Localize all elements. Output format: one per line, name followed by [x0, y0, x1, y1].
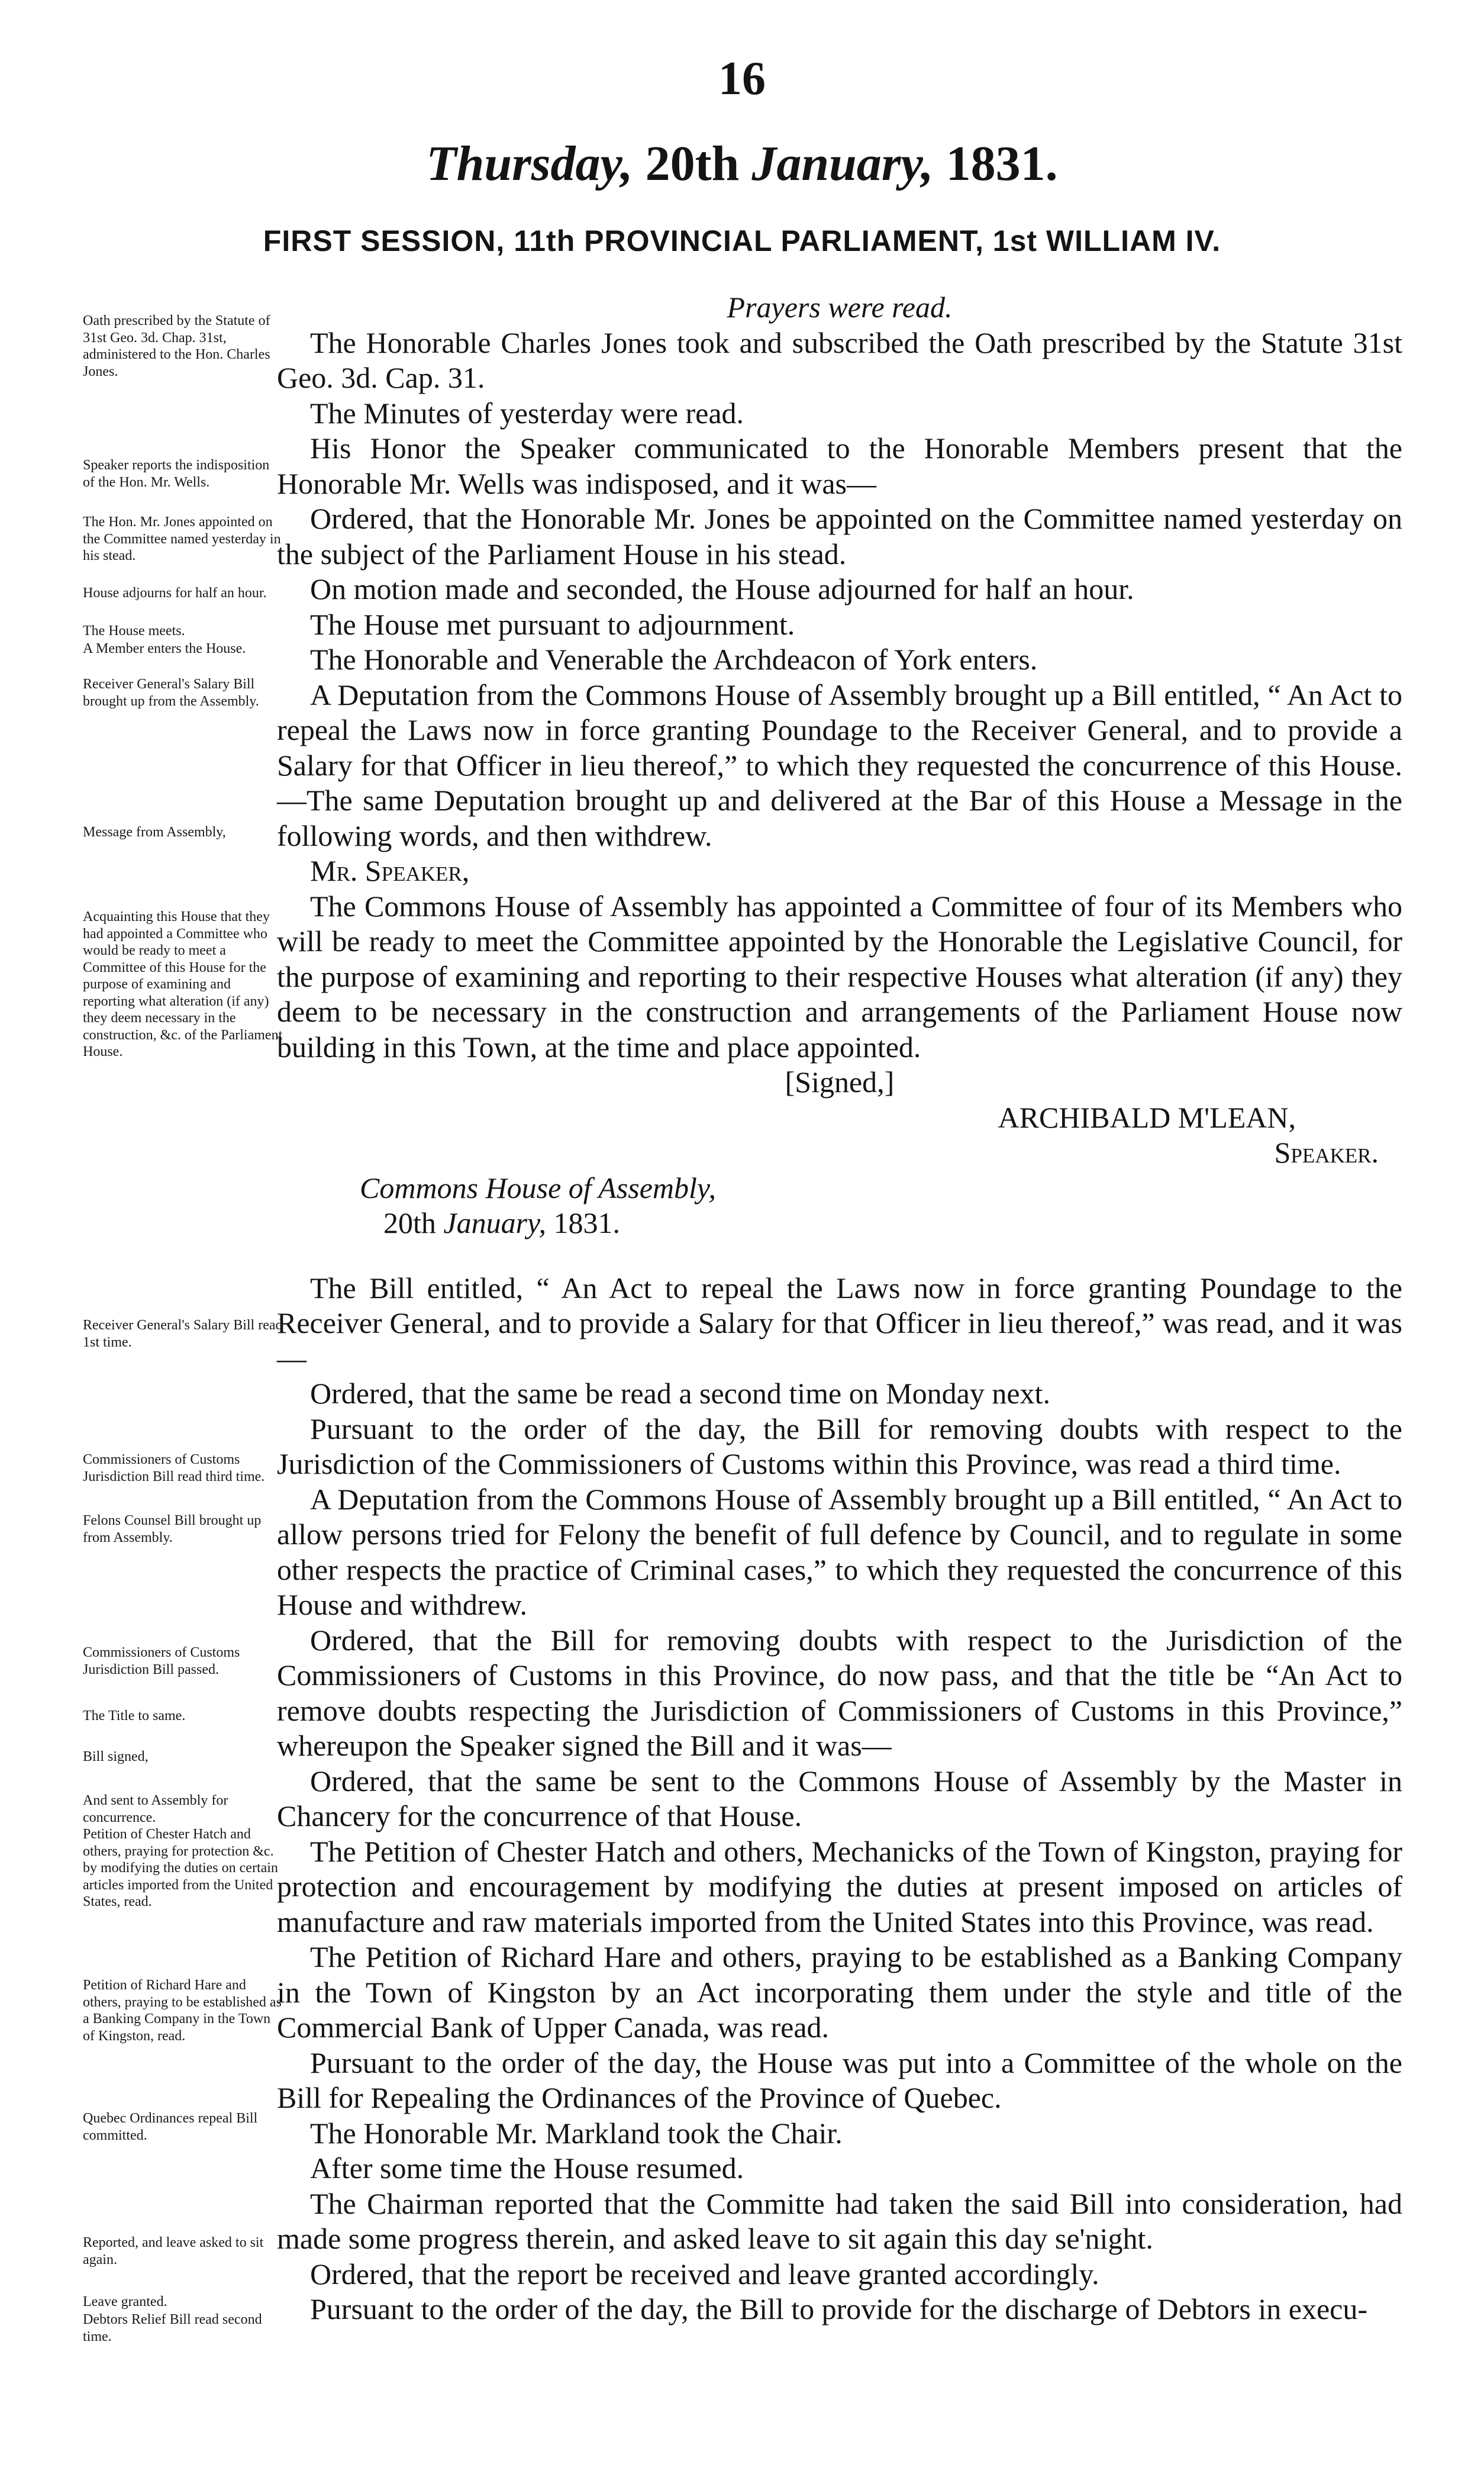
page-number: 16 [718, 53, 766, 105]
margin-note: A Member enters the House. [83, 641, 246, 656]
paragraph: Ordered, that the same be read a second time on Monday next. [310, 1377, 1050, 1410]
margin-note: Receiver General's Salary Bill read 1st time. [83, 1318, 283, 1350]
signer-name: ARCHIBALD M'LEAN, [998, 1100, 1296, 1134]
session-heading: FIRST SESSION, 11th PROVINCIAL PARLIAMENT, 1st WILLIAM IV. [263, 224, 1221, 257]
margin-note: Commissioners of Customs Jurisdiction Bill passed. [83, 1645, 240, 1677]
paragraph: His Honor the Speaker communicated to the Honorable Members present that the Honorable Mr. Wells was indisposed, and it was— [277, 431, 1402, 500]
paragraph: Pursuant to the order of the day, the House was put into a Committee of the whole on the Bill for Repealing the Ordinances of the Province of Quebec. [277, 2046, 1402, 2114]
margin-note: The House meets. [83, 623, 185, 639]
date-month: January, [751, 136, 934, 191]
place-month: January, [443, 1206, 546, 1239]
place-name: Commons House of Assembly, [360, 1171, 716, 1204]
margin-note: The Hon. Mr. Jones appointed on the Committee named yesterday in his stead. [83, 514, 281, 563]
paragraph: Pursuant to the order of the day, the Bill to provide for the discharge of Debtors in execu- [310, 2292, 1368, 2326]
paragraph: A Deputation from the Commons House of Assembly brought up a Bill entitled, “ An Act to repeal the Laws now in force granting Poundage to the Receiver General, and to provide a Salary for that Officer in lieu thereof,” to which they requested the concurrence of this House.—The same Deputation brought up and delivered at the Bar of this House a Message in the following words, and then withdrew. [277, 678, 1402, 852]
paragraph: After some time the House resumed. [310, 2152, 744, 2185]
margin-note: House adjourns for half an hour. [83, 585, 267, 601]
paragraph: A Deputation from the Commons House of Assembly brought up a Bill entitled, “ An Act to allow persons tried for Felony the benefit of full defence by Council, and to regulate in some other respects the practice of Criminal cases,” to which they requested the concurrence of this House and withdrew. [277, 1482, 1402, 1621]
paragraph: The Honorable and Venerable the Archdeacon of York enters. [310, 643, 1038, 676]
margin-note: Oath prescribed by the Statute of 31st Geo. 3d. Chap. 31st, administered to the Hon. Charles Jones. [83, 313, 270, 379]
place-date: 20th [383, 1206, 436, 1239]
margin-note: Debtors Relief Bill read second time. [83, 2312, 262, 2344]
paragraph: The Honorable Charles Jones took and subscribed the Oath prescribed by the Statute 31st Geo. 3d. Cap. 31. [277, 326, 1402, 394]
place-line [277, 1171, 1402, 1206]
prayers-line: Prayers were read. [727, 291, 953, 324]
paragraph: The House met pursuant to adjournment. [310, 607, 795, 641]
paragraph: Ordered, that the same be sent to the Commons House of Assembly by the Master in Chancery for the concurrence of that House. [277, 1764, 1402, 1832]
margin-note: Message from Assembly, [83, 824, 226, 840]
paragraph: The Petition of Chester Hatch and others, Mechanicks of the Town of Kingston, praying for protection and encouragement by modifying the duties at present imposed on articles of manufacture and raw materials imported from the United States into this Province, was read. [277, 1834, 1402, 1938]
main-text [277, 290, 1402, 2327]
margin-note: Leave granted. [83, 2294, 167, 2310]
paragraph: The Bill entitled, “ An Act to repeal the Laws now in force granting Poundage to the Receiver General, and to provide a Salary for that Officer in lieu thereof,” was read, and it was— [277, 1271, 1402, 1375]
signer-title: Speaker. [1274, 1136, 1379, 1169]
date-day-number: 20th [645, 136, 740, 191]
paragraph: The Petition of Richard Hare and others, praying to be established as a Banking Company in the Town of Kingston by an Act incorporating them under the style and title of the Commercial Bank of Upper Canada, was read. [277, 1940, 1402, 2044]
signed-line: [Signed,] [785, 1065, 895, 1099]
margin-note: Felons Counsel Bill brought up from Assembly. [83, 1513, 262, 1545]
margin-note: Petition of Richard Hare and others, praying to be established as a Banking Company in the Town of Kingston, read. [83, 1977, 282, 2044]
salutation: Mr. Speaker, [310, 854, 470, 887]
place-year: 1831. [553, 1206, 620, 1239]
paragraph: Ordered, that the Bill for removing doubts with respect to the Jurisdiction of the Commissioners of Customs in this Province, do now pass, and that the title be “An Act to remove doubts respecting the Jurisdiction of Commissioners of Customs in this Province,” whereupon the Speaker signed the Bill and it was— [277, 1623, 1402, 1762]
paragraph: The Commons House of Assembly has appointed a Committee of four of its Members who will be ready to meet the Committee appointed by the Honorable the Legislative Council, for the purpose of examining and reporting to their respective Houses what alteration (if any) they deem to be necessary in the construction and arrangements of the Parliament House now building in this Town, at the time and place appointed. [277, 889, 1402, 1064]
margin-note: Bill signed, [83, 1749, 149, 1764]
paragraph: Ordered, that the report be received and leave granted accordingly. [310, 2257, 1099, 2291]
paragraph: Ordered, that the Honorable Mr. Jones be appointed on the Committee named yesterday on the subject of the Parliament House in his stead. [277, 502, 1402, 571]
margin-note: Acquainting this House that they had appointed a Committee who would be ready to meet a Committee of this House for the purpose of examining and reporting what alteration (if any) they deem necessary in the construction, &c. of the Parliament House. [83, 909, 283, 1059]
place-date-line [277, 1206, 1402, 1241]
margin-note: The Title to same. [83, 1708, 186, 1724]
date-heading [0, 135, 1484, 192]
paragraph: On motion made and seconded, the House adjourned for half an hour. [310, 572, 1134, 605]
date-year: 1831. [946, 136, 1058, 191]
margin-note: Speaker reports the indisposition of the Hon. Mr. Wells. [83, 458, 270, 490]
margin-note: Reported, and leave asked to sit again. [83, 2235, 264, 2268]
margin-note: Petition of Chester Hatch and others, praying for protection &c. by modifying the duties on certain articles imported from the United States, read. [83, 1827, 278, 1909]
margin-note: Receiver General's Salary Bill brought up from the Assembly. [83, 677, 259, 709]
paragraph: Pursuant to the order of the day, the Bill for removing doubts with respect to the Jurisdiction of the Commissioners of Customs within this Province, was read a third time. [277, 1412, 1402, 1480]
date-day: Thursday, [426, 136, 633, 191]
paragraph: The Honorable Mr. Markland took the Chair. [310, 2116, 843, 2150]
margin-note: And sent to Assembly for concurrence. [83, 1793, 228, 1825]
margin-note: Commissioners of Customs Jurisdiction Bill read third time. [83, 1452, 265, 1484]
paragraph: The Chairman reported that the Committe had taken the said Bill into consideration, had made some progress therein, and asked leave to sit again this day se'night. [277, 2186, 1402, 2255]
paragraph: The Minutes of yesterday were read. [310, 396, 744, 430]
margin-note: Quebec Ordinances repeal Bill committed. [83, 2111, 258, 2143]
